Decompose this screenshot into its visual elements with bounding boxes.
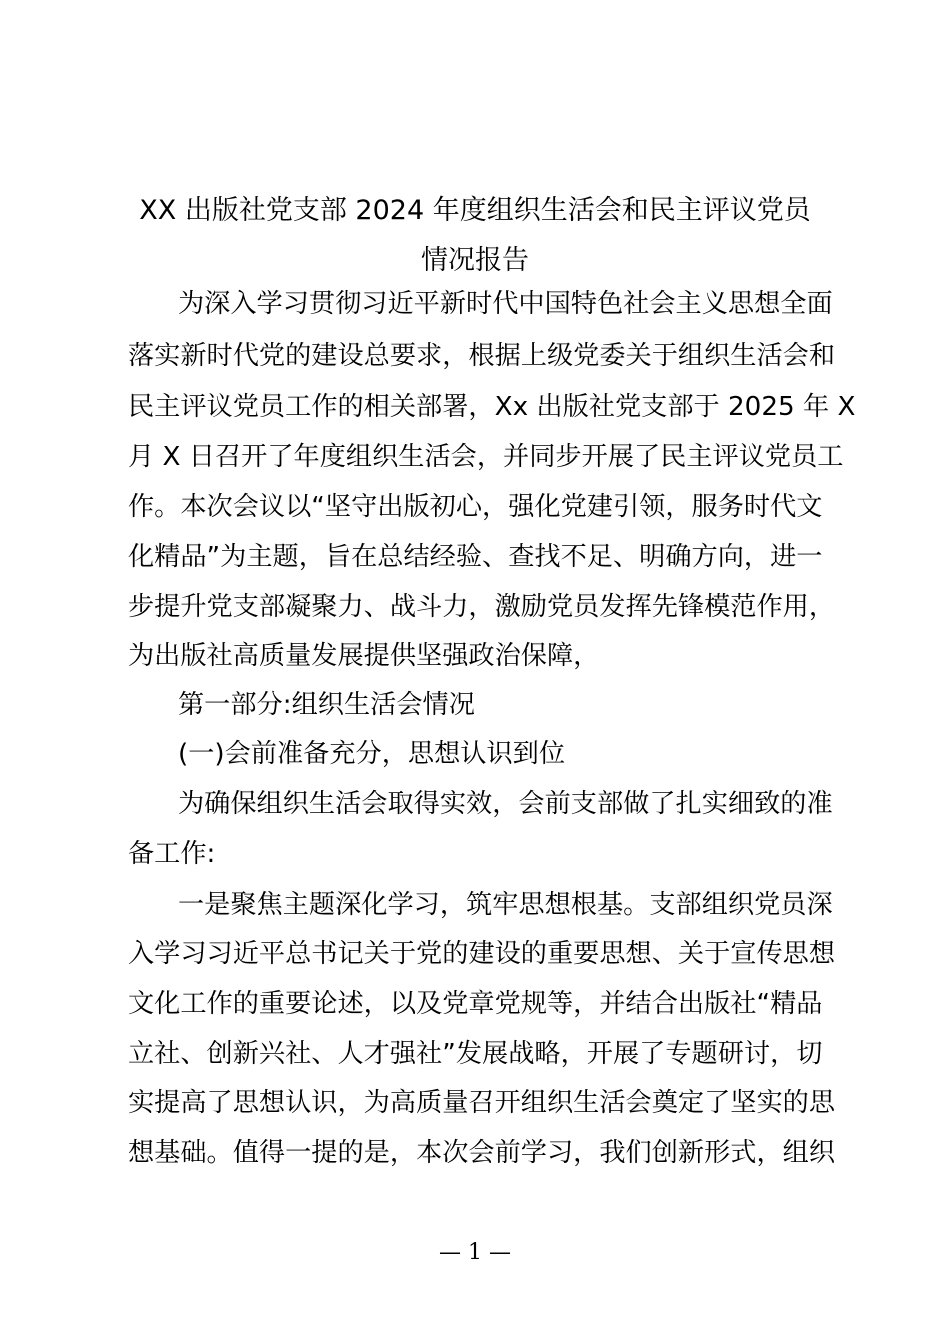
paragraph-line: 民主评议党员工作的相关部署，Xx 出版社党支部于 2025 年 X <box>128 392 856 422</box>
paragraph-line: 为出版社高质量发展提供坚强政治保障， <box>128 641 600 671</box>
paragraph-line: 一是聚焦主题深化学习，筑牢思想根基。支部组织党员深 <box>178 890 833 920</box>
paragraph-line: 落实新时代党的建设总要求，根据上级党委关于组织生活会和 <box>128 341 836 371</box>
paragraph-line: 步提升党支部凝聚力、战斗力，激励党员发挥先锋模范作用， <box>128 592 836 622</box>
title-line-1: XX 出版社党支部 2024 年度组织生活会和民主评议党员 <box>139 195 811 226</box>
paragraph-line: 文化工作的重要论述，以及党章党规等，并结合出版社“精品 <box>128 989 823 1019</box>
paragraph-line: 备工作: <box>128 839 216 869</box>
paragraph-line: 月 X 日召开了年度组织生活会，并同步开展了民主评议党员工 <box>128 442 844 472</box>
paragraph-line: 想基础。值得一提的是，本次会前学习，我们创新形式，组织 <box>128 1138 836 1168</box>
document-title <box>120 186 830 286</box>
paragraph-line: 立社、创新兴社、人才强社”发展战略，开展了专题研讨，切 <box>128 1039 823 1069</box>
paragraph-line: 实提高了思想认识，为高质量召开组织生活会奠定了坚实的思 <box>128 1088 836 1118</box>
paragraph-line: 入学习习近平总书记关于党的建设的重要思想、关于宣传思想 <box>128 939 836 969</box>
paragraph-line: 化精品”为主题，旨在总结经验、查找不足、明确方向，进一 <box>128 542 823 572</box>
page-number: — 1 — <box>439 1240 511 1265</box>
subsection-heading: (一)会前准备充分，思想认识到位 <box>178 739 566 769</box>
title-line-2: 情况报告 <box>421 245 529 276</box>
paragraph-line: 为深入学习贯彻习近平新时代中国特色社会主义思想全面 <box>178 289 833 319</box>
paragraph-line: 作。本次会议以“坚守出版初心，强化党建引领，服务时代文 <box>128 492 823 522</box>
paragraph-line: 为确保组织生活会取得实效，会前支部做了扎实细致的准 <box>178 789 833 819</box>
section-heading: 第一部分:组织生活会情况 <box>178 690 475 720</box>
